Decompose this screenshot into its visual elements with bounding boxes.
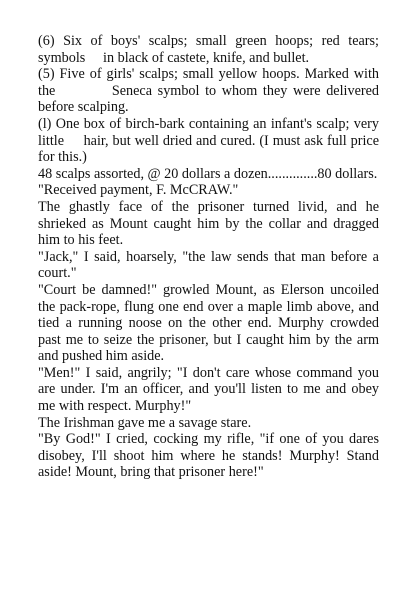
paragraph-boys-scalps: (6) Six of boys' scalps; small green hoops; red tears; symbols in black of castete, knife, and bullet. bbox=[38, 33, 383, 66]
paragraph-jack-law: "Jack," I said, hoarsely, "the law sends that man before a court." bbox=[38, 248, 383, 282]
paragraph-prisoner-livid: The ghastly face of the prisoner turned livid, and he shrieked as Mount caught him by the collar and dragged him to his feet. bbox=[38, 198, 383, 249]
paragraph-received-payment: "Received payment, F. McCRAW." bbox=[38, 182, 239, 199]
paragraph-irishman-stare: The Irishman gave me a savage stare. bbox=[38, 414, 252, 431]
paragraph-men-officer: "Men!" I said, angrily; "I don't care whose command you are under. I'm an officer, and you'll listen to me and obey me with respect. Murphy!" bbox=[38, 364, 383, 415]
paragraph-girls-scalps: (5) Five of girls' scalps; small yellow hoops. Marked with the Seneca symbol to whom they were delivered before scalping. bbox=[38, 66, 383, 116]
page-text bbox=[38, 33, 397, 481]
paragraph-court-damned: "Court be damned!" growled Mount, as Elerson uncoiled the pack-rope, flung one end over a maple limb above, and tied a running noose on the other end. Murphy crowded past me to seize the prisoner, but I caught him by the arm and pushed him aside. bbox=[38, 281, 383, 365]
paragraph-scalps-total: 48 scalps assorted, @ 20 dollars a dozen..............80 dollars. bbox=[38, 165, 378, 182]
paragraph-by-god: "By God!" I cried, cocking my rifle, "if one of you dares disobey, I'll shoot him where he stands! Murphy! Stand aside! Mount, bring that prisoner here!" bbox=[38, 431, 383, 481]
paragraph-infant-scalp: (l) One box of birch-bark containing an infant's scalp; very little hair, but well dried and cured. (I must ask full price for this.) bbox=[38, 115, 397, 166]
